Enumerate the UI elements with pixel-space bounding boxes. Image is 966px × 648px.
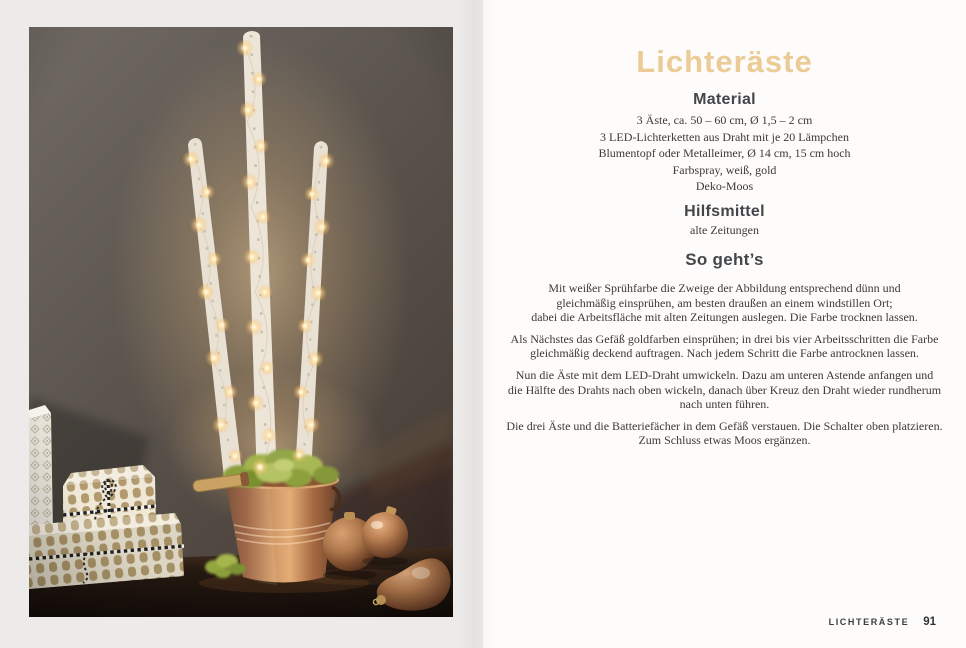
hilfsmittel-heading: Hilfsmittel (684, 203, 765, 220)
instruction-paragraph (504, 368, 945, 412)
instruction-paragraph (504, 332, 945, 361)
text-line: Als Nächstes das Gefäß goldfarben einsprühen; in drei bis vier Arbeitsschritten die Farbe (510, 331, 939, 346)
material-item: Farbspray, weiß, gold (672, 162, 777, 177)
material-item: 3 Äste, ca. 50 – 60 cm, Ø 1,5 – 2 cm (636, 113, 813, 127)
instructions-heading: So geht’s (685, 250, 764, 269)
material-item: Deko-Moos (695, 179, 754, 193)
text-line: dabei die Arbeitsfläche mit alten Zeitungen auslegen. Die Farbe trocknen lassen. (531, 310, 918, 325)
text-line: Nun die Äste mit dem LED-Draht umwickeln. Dazu am unteren Astende anfangen und (515, 367, 934, 382)
right-page (483, 0, 966, 648)
text-line: gleichmäßig deckend auftragen. Nach jedem Schritt die Farbe antrocknen lassen. (530, 346, 919, 361)
text-line: Die drei Äste und die Batteriefächer in dem Gefäß verstauen. Die Schalter oben platzieren. (506, 418, 943, 433)
chapter-label: LICHTERÄSTE (828, 617, 910, 627)
page-footer (829, 612, 936, 630)
material-heading: Material (693, 91, 756, 108)
material-list (483, 112, 966, 195)
page-number: 91 (923, 616, 936, 628)
text-line: Zum Schluss etwas Moos ergänzen. (638, 433, 811, 448)
hilfsmittel-list (483, 222, 966, 238)
hilfsmittel-item: alte Zeitungen (690, 223, 759, 237)
material-item: Blumentopf oder Metalleimer, Ø 14 cm, 15 cm hoch (598, 146, 851, 160)
text-line: nach unten führen. (679, 397, 770, 412)
instruction-paragraph (504, 419, 945, 448)
text-line: Mit weißer Sprühfarbe die Zweige der Abbildung entsprechend dünn und (548, 281, 901, 295)
photo-illustration (29, 27, 453, 617)
material-item: 3 LED-Lichterketten aus Draht mit je 20 Lämpchen (600, 129, 849, 144)
page-title: Lichteräste (636, 44, 813, 79)
photo-vignette (29, 27, 453, 617)
instructions-text (504, 281, 945, 455)
text-line: die Hälfte des Drahts nach oben wickeln, danach über Kreuz den Draht wieder rundherum (507, 382, 942, 397)
project-photo (29, 27, 453, 617)
instruction-paragraph (504, 281, 945, 325)
text-line: gleichmäßig einsprühen, am besten draußen an einem windstillen Ort; (556, 295, 893, 310)
